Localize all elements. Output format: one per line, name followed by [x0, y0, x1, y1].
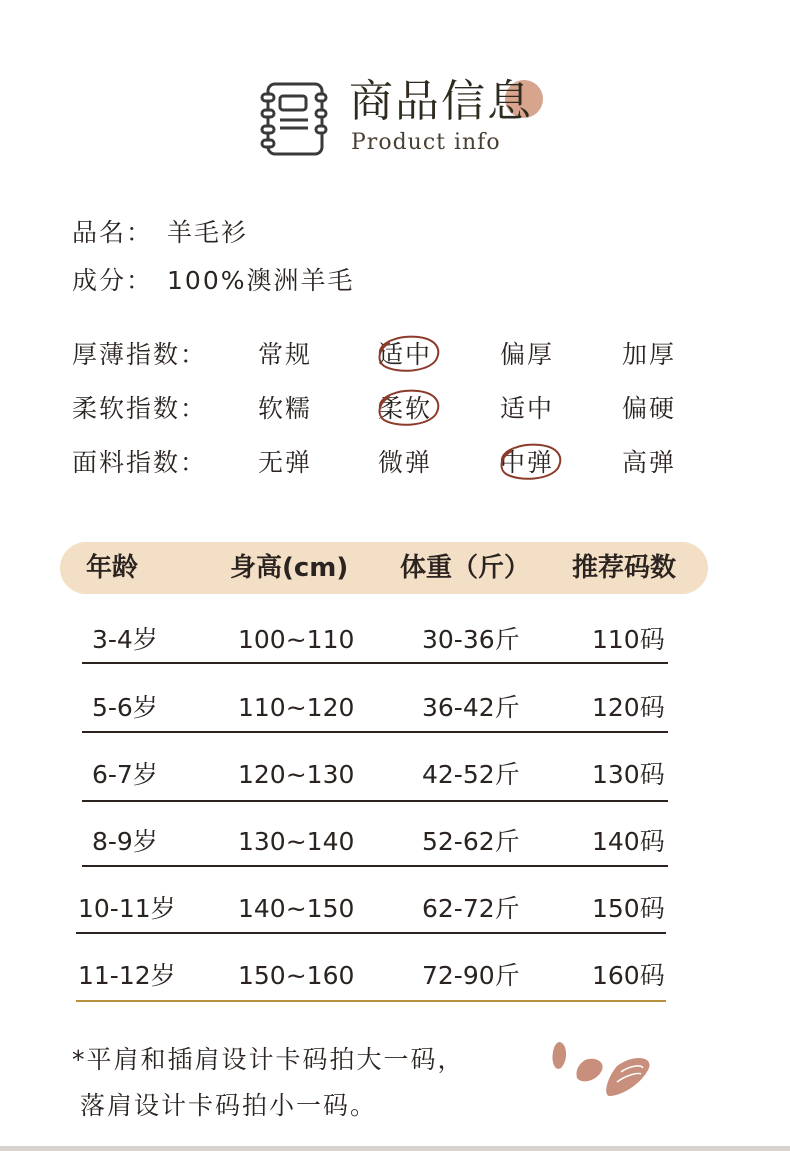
index-option: 常规: [258, 340, 313, 369]
cell-size: 140码: [592, 827, 665, 856]
table-header-weight: 体重（斤）: [400, 553, 531, 583]
size-note-line-1: *平肩和插肩设计卡码拍大一码，: [72, 1045, 465, 1074]
index-option-selected: 柔软: [378, 390, 432, 428]
table-row: [0, 608, 790, 674]
index-option: 软糯: [258, 394, 313, 423]
row-divider: [82, 800, 668, 802]
cell-size: 160码: [592, 961, 665, 990]
table-row: [0, 676, 790, 742]
index-option-selected: 中弹: [500, 444, 554, 482]
notebook-icon: [258, 80, 330, 158]
cell-height: 110~120: [238, 693, 355, 722]
cell-age: 10-11岁: [78, 894, 176, 923]
table-row: [0, 810, 790, 876]
size-note-line-2: 落肩设计卡码拍小一码。: [80, 1091, 378, 1120]
cell-weight: 52-62斤: [422, 827, 520, 856]
row-divider: [82, 865, 668, 867]
cell-size: 150码: [592, 894, 665, 923]
index-label: 柔软指数：: [72, 394, 208, 423]
cell-size: 110码: [592, 625, 665, 654]
index-option: 适中: [500, 394, 555, 423]
product-name-line: [72, 216, 248, 250]
index-option: 无弹: [258, 448, 313, 477]
cell-height: 150~160: [238, 961, 355, 990]
table-row: [0, 944, 790, 1010]
index-option: 高弹: [622, 448, 677, 477]
table-row: [0, 743, 790, 809]
page-title: 商品信息: [349, 76, 533, 127]
product-name-label: 品名：: [72, 218, 154, 247]
cell-age: 8-9岁: [92, 827, 158, 856]
index-option: 微弹: [378, 448, 433, 477]
index-label: 面料指数：: [72, 448, 208, 477]
cell-height: 130~140: [238, 827, 355, 856]
product-name-value: 羊毛衫: [167, 218, 249, 247]
table-header-height: 身高(cm): [230, 553, 349, 583]
table-header-size: 推荐码数: [572, 553, 677, 583]
index-option: 偏硬: [622, 394, 677, 423]
page-subtitle: Product info: [351, 130, 501, 155]
row-divider: [76, 1000, 666, 1002]
material-line: [72, 264, 355, 298]
cell-weight: 62-72斤: [422, 894, 520, 923]
index-option: 加厚: [622, 340, 677, 369]
row-divider: [76, 932, 666, 934]
cell-weight: 72-90斤: [422, 961, 520, 990]
cell-weight: 36-42斤: [422, 693, 520, 722]
cell-weight: 42-52斤: [422, 760, 520, 789]
softness-index-row: [72, 390, 752, 430]
index-label: 厚薄指数：: [72, 340, 208, 369]
cell-age: 6-7岁: [92, 760, 158, 789]
cell-height: 140~150: [238, 894, 355, 923]
row-divider: [82, 731, 668, 733]
row-divider: [82, 662, 668, 664]
table-header-age: 年龄: [86, 553, 139, 583]
thickness-index-row: [72, 336, 752, 376]
table-row: [0, 877, 790, 943]
index-option: 偏厚: [500, 340, 555, 369]
cell-size: 120码: [592, 693, 665, 722]
elasticity-index-row: [72, 444, 752, 484]
cell-age: 3-4岁: [92, 625, 158, 654]
cell-height: 120~130: [238, 760, 355, 789]
cell-height: 100~110: [238, 625, 355, 654]
index-option-selected: 适中: [378, 336, 432, 374]
cell-age: 5-6岁: [92, 693, 158, 722]
cell-weight: 30-36斤: [422, 625, 520, 654]
cell-size: 130码: [592, 760, 665, 789]
brush-stroke-decoration-icon: [545, 1038, 655, 1108]
material-value: 100%澳洲羊毛: [167, 266, 355, 295]
material-label: 成分：: [72, 266, 154, 295]
cell-age: 11-12岁: [78, 961, 176, 990]
bottom-divider: [0, 1146, 790, 1151]
